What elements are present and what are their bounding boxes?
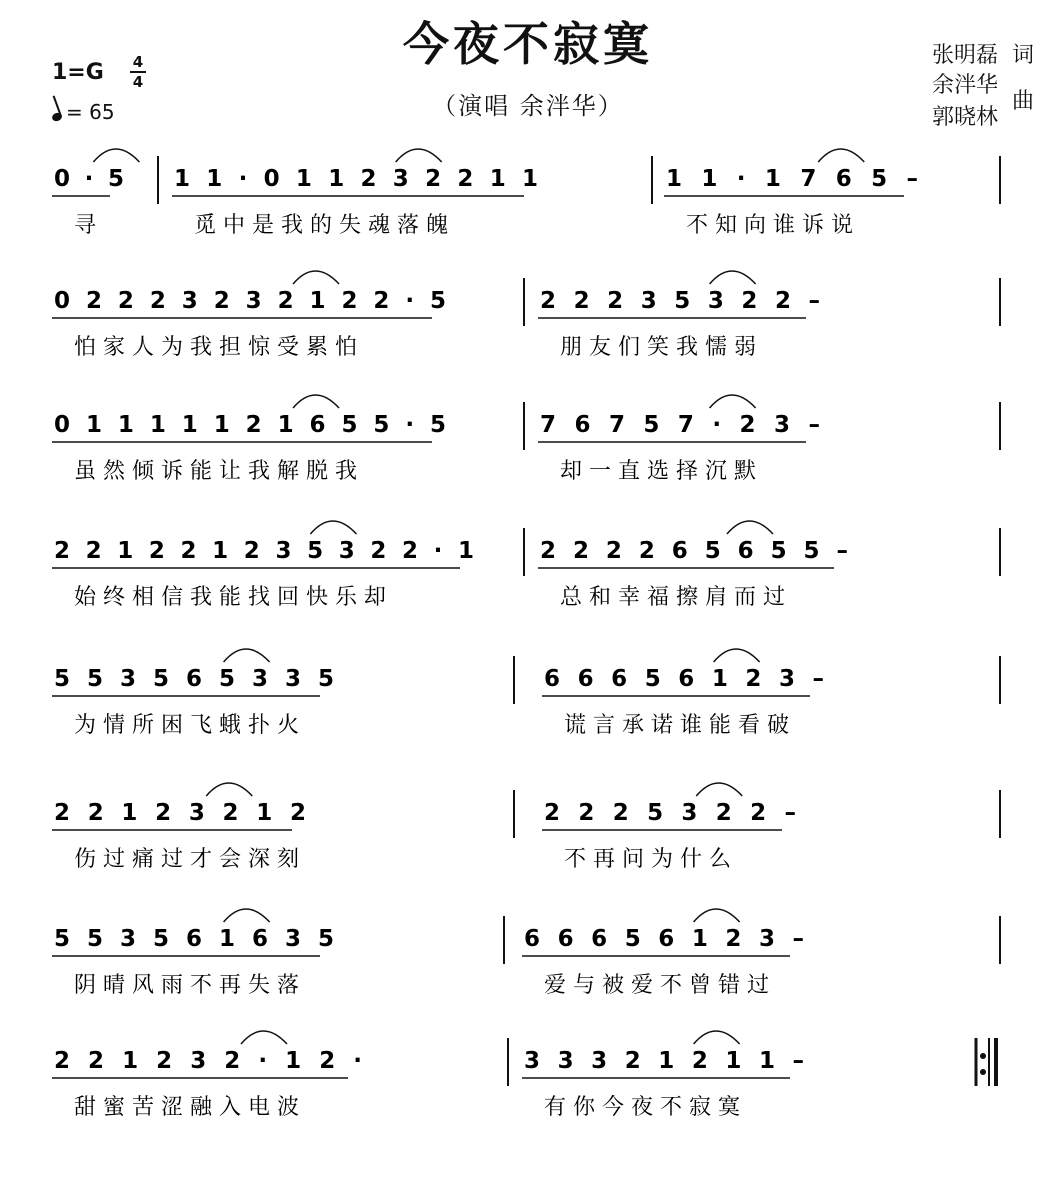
notation-bar: 6 6 6 5 6 1 2 3 –: [524, 926, 804, 952]
lyric-line: 虽 然 倾 诉 能 让 我 解 脱 我: [74, 459, 357, 484]
lyric-line: 不 再 问 为 什 么: [564, 847, 731, 872]
time-signature-top: 4: [132, 53, 144, 71]
notation-bar: 6 6 6 5 6 1 2 3 –: [544, 666, 824, 692]
lyric-line: 寻: [74, 213, 97, 238]
notation-bar: 0 1 1 1 1 1 2 1 6 5 5 · 5: [54, 412, 446, 438]
slur-arc: [396, 149, 442, 162]
notation-bar: 5 5 3 5 6 1 6 3 5: [54, 926, 334, 952]
time-signature-bottom: 4: [132, 73, 144, 91]
tempo-value: = 65: [66, 100, 115, 124]
notation-bar: 2 2 1 2 2 1 2 3 5 3 2 2 · 1: [54, 538, 474, 564]
lyric-line: 怕 家 人 为 我 担 惊 受 累 怕: [74, 335, 357, 360]
slur-arc: [93, 149, 139, 162]
notation-bar: 2 2 1 2 3 2 1 2: [54, 800, 306, 826]
lyric-line: 觅 中 是 我 的 失 魂 落 魄: [194, 213, 448, 238]
lyric-line: 总 和 幸 福 擦 肩 而 过: [560, 585, 785, 610]
slur-arc: [694, 909, 740, 922]
credit-lyricist: 张明磊: [931, 43, 998, 68]
credit-lyricist-role: 词: [1011, 43, 1034, 68]
lyric-line: 却 一 直 选 择 沉 默: [560, 459, 756, 484]
notation-bar: 0 2 2 2 3 2 3 2 1 2 2 · 5: [54, 288, 446, 314]
notation-bar: 5 5 3 5 6 5 3 3 5: [54, 666, 334, 692]
slur-arc: [714, 649, 760, 662]
slur-arc: [224, 649, 270, 662]
repeat-dot: [980, 1069, 986, 1075]
notation-bar: 7 6 7 5 7 · 2 3 –: [540, 412, 820, 438]
slur-arc: [727, 521, 773, 534]
slur-arc: [710, 395, 756, 408]
credit-composer-role: 曲: [1011, 89, 1034, 114]
slur-arc: [310, 521, 356, 534]
slur-arc: [710, 271, 756, 284]
notation-bar: 2 2 2 5 3 2 2 –: [544, 800, 796, 826]
lyric-line: 阴 晴 风 雨 不 再 失 落: [74, 973, 299, 998]
lyric-line: 伤 过 痛 过 才 会 深 刻: [74, 847, 299, 872]
slur-arc: [694, 1031, 740, 1044]
notation-bar: 2 2 2 2 6 5 6 5 5 –: [540, 538, 848, 564]
slur-arc: [241, 1031, 287, 1044]
lyric-line: 甜 蜜 苦 涩 融 入 电 波: [74, 1095, 299, 1120]
notation-bar: 3 3 3 2 1 2 1 1 –: [524, 1048, 804, 1074]
lyric-line: 谎 言 承 诺 谁 能 看 破: [564, 713, 789, 738]
credit-arranger: 郭晓林: [931, 105, 998, 130]
lyric-line: 有 你 今 夜 不 寂 寞: [544, 1095, 740, 1120]
notation-bar: 2 2 2 3 5 3 2 2 –: [540, 288, 820, 314]
slur-arc: [696, 783, 742, 796]
lyric-line: 始 终 相 信 我 能 找 回 快 乐 却: [74, 585, 386, 610]
credit-composer: 余泮华: [931, 73, 998, 98]
notation-bar: 1 1 · 1 7 6 5 –: [666, 166, 918, 192]
repeat-dot: [980, 1053, 986, 1059]
singer-line: （演唱 余泮华）: [432, 92, 624, 120]
slur-arc: [224, 909, 270, 922]
slur-arc: [206, 783, 252, 796]
lyric-line: 爱 与 被 爱 不 曾 错 过: [544, 973, 769, 998]
key-signature: 1=G: [52, 60, 104, 85]
notation-bar: 0 · 5: [54, 166, 124, 192]
lyric-line: 为 情 所 困 飞 蛾 扑 火: [74, 713, 299, 738]
slur-arc: [293, 395, 339, 408]
slur-arc: [293, 271, 339, 284]
lyric-line: 朋 友 们 笑 我 懦 弱: [560, 335, 756, 360]
notation-bar: 1 1 · 0 1 1 2 3 2 2 1 1: [174, 166, 538, 192]
lyric-line: 不 知 向 谁 诉 说: [686, 213, 853, 238]
song-title: 今夜不寂寞: [403, 17, 653, 71]
slur-arc: [818, 149, 864, 162]
notation-bar: 2 2 1 2 3 2 · 1 2 ·: [54, 1048, 362, 1074]
